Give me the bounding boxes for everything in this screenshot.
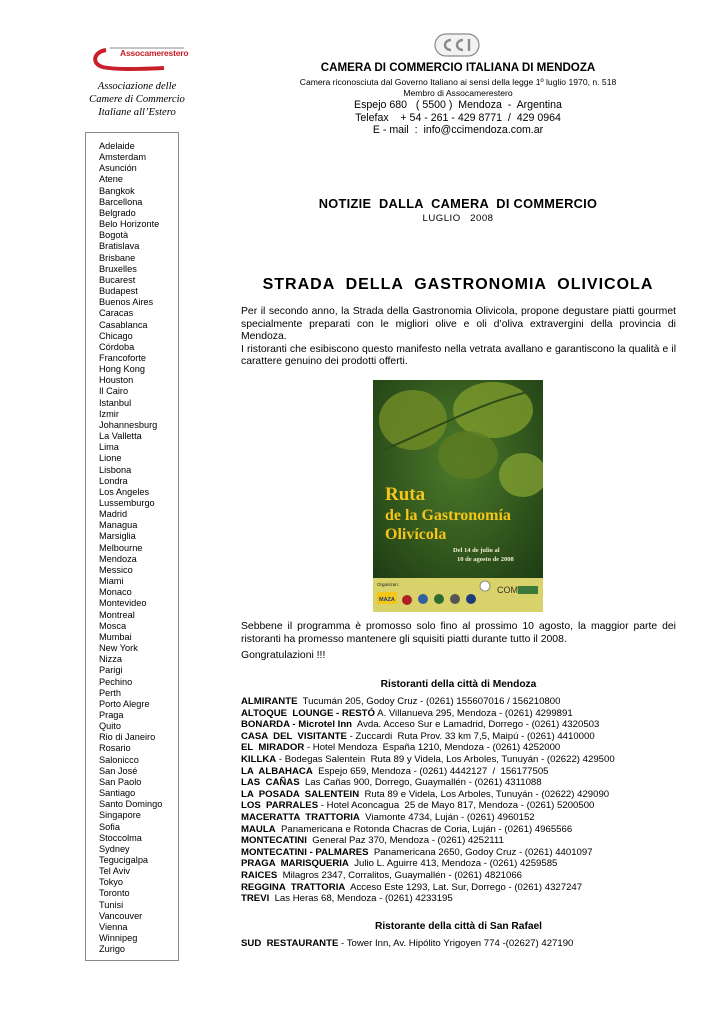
paragraph: Sebbene il programma è promosso solo fino al prossimo 10 agosto, la maggior parte dei ristoranti ha promesso mantenere gli squisiti piatti durante tutto il 2008.	[241, 621, 676, 645]
city-item: Tegucigalpa	[99, 855, 149, 865]
city-item: Rio di Janeiro	[99, 732, 156, 743]
restaurant-name: EL MIRADOR	[241, 742, 305, 754]
city-item: Zurigo	[99, 944, 126, 955]
restaurant-entry	[241, 731, 691, 743]
city-item: Quito	[99, 721, 121, 732]
city-item: Mendoza	[99, 553, 137, 564]
poster-sponsor: MAZA	[379, 597, 395, 603]
restaurant-entry	[241, 777, 691, 789]
organization-name: CAMERA DI COMMERCIO ITALIANA DI MENDOZA	[320, 61, 596, 74]
city-item: Bucarest	[99, 274, 136, 285]
city-item: Messico	[99, 564, 133, 575]
city-item: Winnipeg	[99, 933, 138, 944]
caption-line: Associazione delle	[97, 81, 177, 92]
restaurant-name: ALMIRANTE	[241, 696, 298, 707]
city-list	[99, 141, 162, 955]
contact-block	[240, 99, 676, 137]
city-item: Los Angeles	[99, 486, 150, 497]
restaurant-name: LOS PARRALES	[241, 800, 319, 812]
city-item: Tokyo	[99, 877, 123, 888]
city-item: Sofia	[99, 821, 120, 832]
restaurant-name: KILLKA	[241, 753, 277, 765]
city-item: Praga	[99, 709, 124, 720]
restaurant-details: Viamonte 4734, Luján - (0261) 4960152	[359, 811, 535, 823]
restaurant-details: Las Cañas 900, Dorrego, Guaymallén - (0261) 4311088	[299, 777, 542, 789]
city-item: Buenos Aires	[99, 297, 154, 308]
city-item: Casablanca	[99, 319, 148, 330]
city-item: Houston	[99, 375, 134, 386]
city-item: Santo Domingo	[99, 799, 163, 810]
restaurant-details: Acceso Este 1293, Lat. Sur, Dorrego - (0261) 4327247	[345, 881, 583, 893]
restaurant-details: - Tower Inn, Av. Hipólito Yrigoyen 774 -(02627) 427190	[338, 938, 574, 949]
city-item: Vancouver	[99, 910, 143, 921]
restaurant-details: Avda. Acceso Sur e Lamadrid, Dorrego - (0261) 4320503	[352, 719, 600, 731]
restaurant-entry	[241, 870, 691, 882]
restaurant-details: Julio L. Aguirre 413, Mendoza - (0261) 4259585	[348, 858, 558, 870]
restaurant-entry	[241, 754, 691, 766]
assocamerestero-logo	[84, 40, 196, 80]
member-line: Membro di Assocamerestero	[403, 88, 513, 98]
restaurant-details: Panamericana 2650, Godoy Cruz - (0261) 4401097	[368, 846, 593, 858]
sanrafael-restaurants-heading: Ristorante della città di San Rafael	[374, 921, 542, 932]
sanrafael-restaurant-list	[241, 938, 691, 950]
city-item: Singapore	[99, 810, 141, 821]
city-item: Stoccolma	[99, 832, 142, 843]
restaurant-name: CASA DEL VISITANTE	[241, 730, 347, 742]
paragraph: Gongratulazioni !!!	[241, 650, 326, 662]
city-item: Chicago	[99, 330, 133, 341]
poster-title-line: Olivícola	[385, 526, 447, 543]
restaurant-details: A. Villanueva 295, Mendoza - (0261) 4299891	[374, 707, 573, 719]
restaurant-details: Espejo 659, Mendoza - (0261) 4442127 / 156177505	[312, 765, 549, 777]
restaurant-entry	[241, 847, 691, 859]
restaurant-entry	[241, 835, 691, 847]
city-item: Lisbona	[99, 464, 132, 475]
ruta-gastronomia-poster	[373, 380, 543, 612]
restaurant-entry	[241, 824, 691, 836]
restaurant-name: MAULA	[241, 823, 276, 835]
phone-line: Telefax + 54 - 261 - 429 8771 / 429 0964	[355, 111, 561, 124]
city-item: Asunción	[99, 163, 137, 174]
restaurant-entry	[241, 893, 691, 905]
restaurant-entry	[241, 858, 691, 870]
restaurant-name: MONTECATINI - PALMARES	[241, 846, 369, 858]
city-item: Melbourne	[99, 542, 143, 553]
city-item: Montevideo	[99, 598, 147, 609]
restaurant-name: RAICES	[241, 869, 278, 881]
poster-partner: COM	[497, 585, 518, 595]
city-item: Izmir	[99, 408, 119, 419]
city-item: Barcellona	[99, 196, 143, 207]
restaurant-name: TREVI	[241, 893, 270, 905]
city-item: Perth	[99, 687, 121, 698]
address-line: Espejo 680 ( 5500 ) Mendoza - Argentina	[354, 99, 562, 111]
city-item: Caracas	[99, 308, 134, 319]
city-item: Bangkok	[99, 185, 135, 196]
restaurant-entry	[241, 800, 691, 812]
restaurant-details: Milagros 2347, Corralitos, Guaymallén - (0261) 4821066	[277, 869, 523, 881]
city-item: Mosca	[99, 620, 127, 631]
city-item: San Paolo	[99, 776, 142, 787]
restaurant-details: - Hotel Aconcagua 25 de Mayo 817, Mendoza - (0261) 5200500	[318, 800, 595, 812]
restaurant-entry	[241, 789, 691, 801]
restaurant-name: SUD RESTAURANTE	[241, 938, 339, 949]
city-item: Bogotà	[99, 230, 129, 241]
city-item: Monaco	[99, 587, 132, 598]
city-item: Bruxelles	[99, 263, 137, 274]
restaurant-details: Ruta 89 e Videla, Los Arboles, Tunuyán - (02622) 429090	[359, 788, 610, 800]
paragraph: I ristoranti che esibiscono questo manifesto nella vetrata avallano e garantiscono la qualità e il carattere genuino dei prodotti offerti.	[241, 343, 676, 368]
restaurant-entry	[241, 708, 691, 720]
city-item: Marsiglia	[99, 531, 136, 542]
city-item: Francoforte	[99, 352, 146, 363]
city-item: Nizza	[99, 654, 122, 665]
restaurant-entry	[241, 882, 691, 894]
city-item: Belgrado	[99, 207, 136, 218]
restaurant-name: MONTECATINI	[241, 835, 307, 847]
city-item: Porto Alegre	[99, 698, 150, 709]
restaurant-name: MACERATTA TRATTORIA	[241, 811, 360, 823]
city-item: Lione	[99, 453, 122, 464]
city-item: Rosario	[99, 743, 131, 754]
restaurant-name: REGGINA TRATTORIA	[241, 881, 346, 893]
city-item: Vienna	[99, 921, 128, 932]
city-item: Johannesburg	[99, 419, 158, 430]
city-item: Belo Horizonte	[99, 219, 160, 230]
article-intro	[241, 306, 676, 369]
restaurant-name: LA POSADA SALENTEIN	[241, 788, 360, 800]
city-item: Miami	[99, 576, 124, 587]
city-item: New York	[99, 643, 138, 654]
city-item: Londra	[99, 475, 128, 486]
restaurant-name: LA ALBAHACA	[241, 765, 313, 777]
caption-line: Italiane all’Estero	[98, 107, 176, 118]
city-item: Tunisi	[99, 899, 124, 910]
caption-line: Camere di Commercio	[89, 94, 185, 105]
chambers-city-list-box	[85, 132, 179, 961]
city-item: Hong Kong	[99, 364, 145, 375]
news-title: NOTIZIE DALLA CAMERA DI COMMERCIO	[318, 196, 598, 211]
city-item: Managua	[99, 520, 138, 531]
restaurant-entry	[241, 696, 691, 708]
city-item: Tel Aviv	[99, 866, 130, 877]
poster-dates-line: Del 14 de julio al	[453, 547, 500, 554]
city-item: Montreal	[99, 609, 135, 620]
paragraph: Per il secondo anno, la Strada della Gastronomia Olivicola, propone degustare piatti gourmet specialmente preparati con le migliori olive e oli d’oliva extravergini della provincia di Mendoza.	[241, 306, 676, 343]
city-item: San José	[99, 765, 138, 776]
city-item: Lussemburgo	[99, 498, 155, 508]
cci-logo	[434, 33, 480, 57]
restaurant-details: Las Heras 68, Mendoza - (0261) 4233195	[269, 893, 453, 905]
city-item: Adelaide	[99, 141, 135, 151]
city-item: Sydney	[99, 843, 130, 854]
city-item: Amsterdam	[99, 152, 146, 163]
city-item: Salonicco	[99, 754, 139, 765]
restaurant-entry	[241, 938, 691, 950]
city-item: Madrid	[99, 509, 128, 520]
poster-title-line: de la Gastronomía	[385, 507, 511, 524]
poster-title-line: Ruta	[385, 484, 426, 505]
restaurant-entry	[241, 742, 691, 754]
article-title: STRADA DELLA GASTRONOMIA OLIVICOLA	[262, 276, 654, 293]
assocamerestero-caption	[72, 80, 202, 119]
restaurant-details: - Zuccardi Ruta Prov. 33 km 7,5, Maipú - (0261) 4410000	[346, 730, 595, 742]
city-item: Il Cairo	[99, 386, 129, 397]
city-item: La Valletta	[99, 431, 142, 442]
city-item: Lima	[99, 442, 119, 453]
restaurant-entry	[241, 766, 691, 778]
poster-dates-line: 10 de agosto de 2008	[457, 556, 514, 563]
city-item: Mumbai	[99, 631, 132, 642]
city-item: Toronto	[99, 888, 130, 899]
restaurant-name: LAS CAÑAS	[241, 777, 300, 789]
email-line: E - mail : info@ccimendoza.com.ar	[372, 124, 544, 136]
mendoza-restaurant-list	[241, 696, 691, 905]
logo-text: Assocamerestero	[120, 48, 189, 58]
city-item: Pechino	[99, 676, 133, 687]
restaurant-name: BONARDA - Microtel Inn	[241, 719, 353, 731]
city-item: Brisbane	[99, 252, 136, 263]
restaurant-name: PRAGA MARISQUERIA	[241, 858, 349, 870]
article-conclusion	[241, 621, 676, 663]
organization-subtitle	[240, 77, 676, 99]
city-item: Atene	[99, 174, 124, 185]
mendoza-restaurants-heading: Ristoranti della città di Mendoza	[380, 679, 537, 690]
news-date: LUGLIO 2008	[422, 213, 494, 224]
city-item: Parigi	[99, 665, 123, 676]
city-item: Bratislava	[99, 241, 140, 252]
restaurant-details: Panamericana e Rotonda Chacras de Coria, Luján - (0261) 4965566	[275, 823, 573, 835]
restaurant-entry	[241, 719, 691, 731]
restaurant-entry	[241, 812, 691, 824]
restaurant-name: ALTOQUE LOUNGE - RESTÓ	[241, 707, 375, 719]
restaurant-details: - Bodegas Salentein Ruta 89 y Videla, Los Arboles, Tunuyán - (02622) 429500	[276, 753, 615, 765]
restaurant-details: General Paz 370, Mendoza - (0261) 4252111	[306, 835, 504, 847]
city-item: Córdoba	[99, 341, 135, 352]
poster-organizers-label: Organizan:	[377, 582, 400, 587]
recognition-line: Camera riconosciuta dal Governo Italiano ai sensi della legge 1º luglio 1970, n. 518	[299, 77, 617, 87]
city-item: Budapest	[99, 286, 138, 297]
city-item: Santiago	[99, 788, 136, 799]
restaurant-details: - Hotel Mendoza España 1210, Mendoza - (0261) 4252000	[304, 742, 561, 754]
restaurant-details: Tucumán 205, Godoy Cruz - (0261) 155607016 / 156210800	[297, 696, 561, 707]
city-item: Istanbul	[99, 397, 132, 408]
